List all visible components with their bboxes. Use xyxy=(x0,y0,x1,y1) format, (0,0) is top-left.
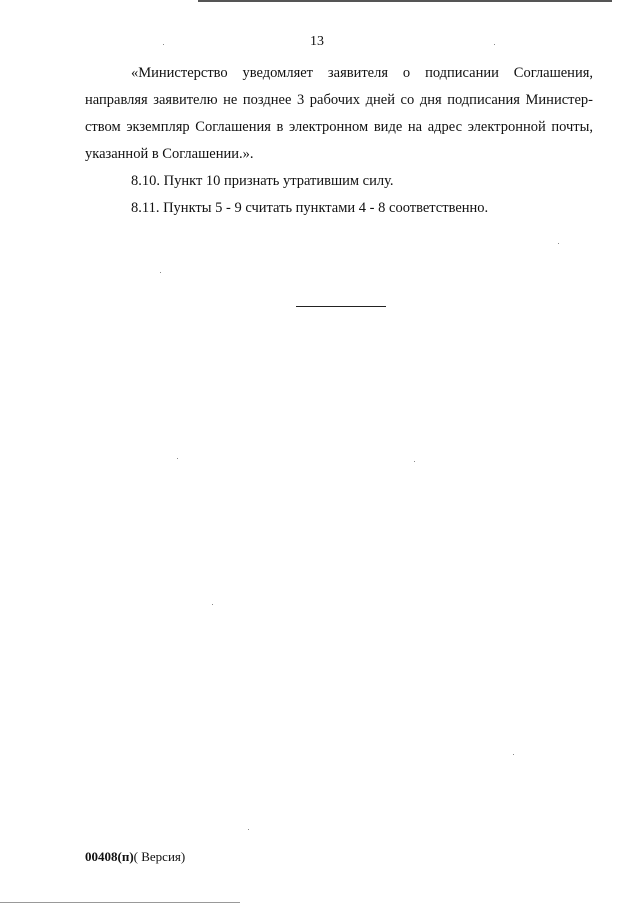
page-number: 13 xyxy=(310,34,324,49)
scan-speck xyxy=(513,754,514,755)
scan-speck xyxy=(163,44,164,45)
footer-code-number: 00408(п) xyxy=(85,849,134,864)
end-separator-line xyxy=(296,306,386,307)
scan-speck xyxy=(558,243,559,244)
bottom-scan-border xyxy=(0,902,240,903)
top-scan-border xyxy=(198,0,612,2)
scan-speck xyxy=(160,272,161,273)
footer-document-code xyxy=(85,849,185,865)
quote-line-1: «Министерство уведомляет заявителя о подписании Соглашения, xyxy=(131,65,593,81)
scan-speck xyxy=(494,44,495,45)
quote-line-4: указанной в Соглашении.». xyxy=(85,146,254,162)
footer-code-version: ( Версия) xyxy=(133,849,186,864)
scan-speck xyxy=(248,829,249,830)
quote-line-2: направляя заявителю не позднее 3 рабочих дней со дня подписания Министер- xyxy=(85,92,593,108)
document-body xyxy=(85,60,593,222)
scan-speck xyxy=(212,604,213,605)
scan-speck xyxy=(177,458,178,459)
quote-line-3: ством экземпляр Соглашения в электронном виде на адрес электронной почты, xyxy=(85,119,593,135)
quote-paragraph xyxy=(85,60,593,168)
item-8-10: 8.10. Пункт 10 признать утратившим силу. xyxy=(131,173,394,189)
scan-speck xyxy=(414,461,415,462)
item-8-11: 8.11. Пункты 5 - 9 считать пунктами 4 - 8 соответственно. xyxy=(131,200,489,216)
